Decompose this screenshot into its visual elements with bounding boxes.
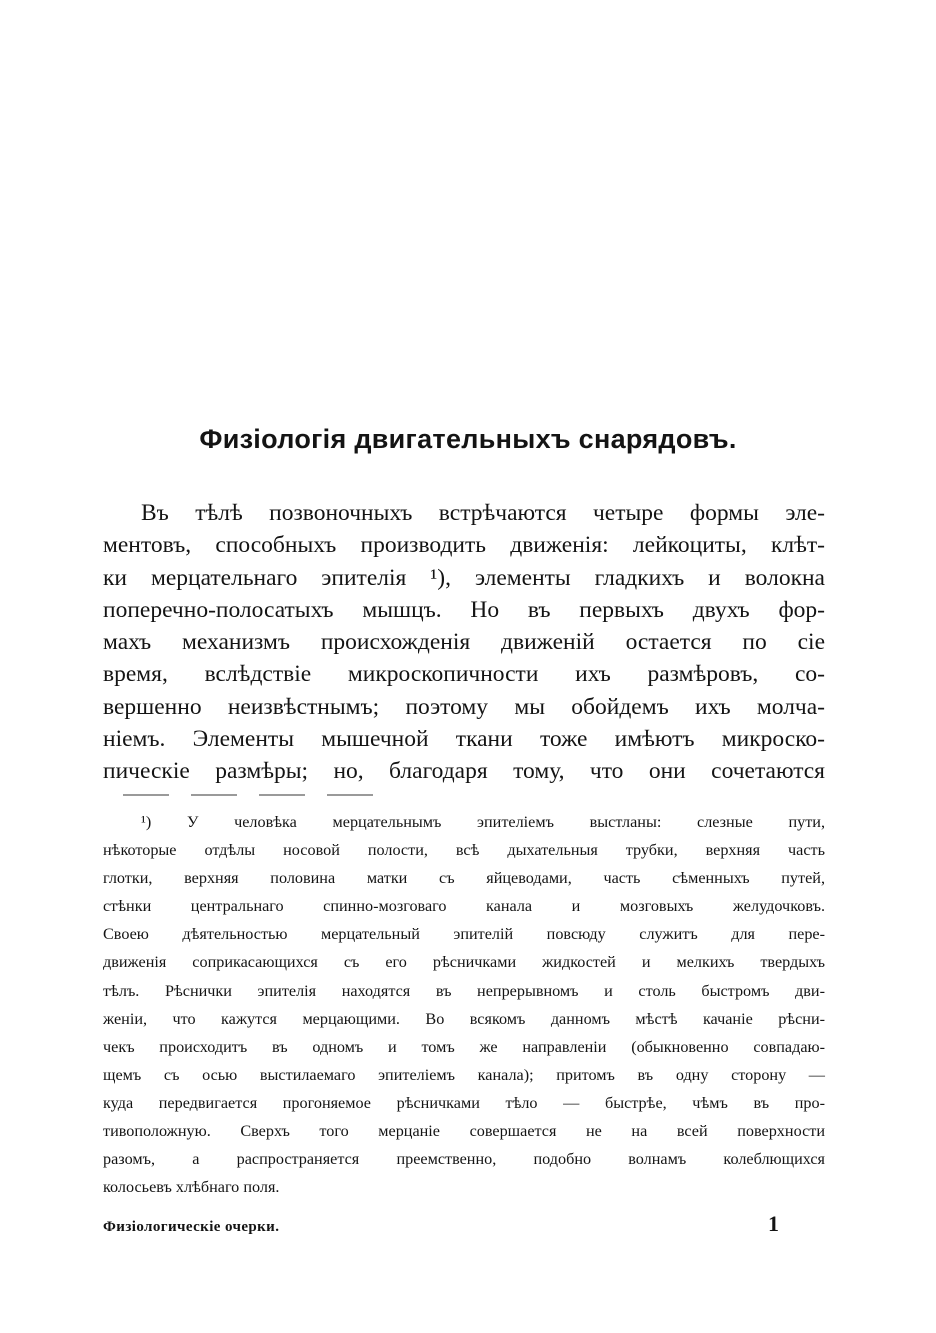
footnote-first-text: У человѣка мерцательнымъ эпителiемъ выстланы: слезные пути, [186,813,826,831]
footnote-line: щемъ съ осью выстилаемаго эпителiемъ канала); притомъ въ одну сторону — [103,1065,825,1084]
text-line: ки мерцательнаго эпителiя ¹), элементы гладкихъ и волокна [103,564,825,591]
text-line: время, вслѣдствiе микроскопичности ихъ размѣровъ, со- [103,661,825,688]
footnote [103,808,825,1201]
running-title: Физiологическiе очерки. [103,1219,280,1235]
footnote-line: тивоположную. Сверхъ того мерцанiе совершается не на всей поверхности [103,1122,825,1141]
text-line: нiемъ. Элементы мышечной ткани тоже имѣютъ микроско- [103,726,825,753]
footnote-line: нѣкоторые отдѣлы носовой полости, всѣ дыхательныя трубки, верхняя часть [103,841,825,860]
main-text [103,497,825,788]
text-line: Въ тѣлѣ позвоночныхъ встрѣчаются четыре формы эле- [141,500,825,526]
signature-mark: 1 [768,1211,779,1236]
text-line: пическiе размѣры; но, благодаря тому, что они сочетаются [103,758,825,785]
footnote-line: тѣлъ. Рѣснички эпителiя находятся въ непрерывномъ и столь быстромъ дви- [103,981,825,1000]
footnote-separator [123,794,373,796]
footnote-line: движенiя соприкасающихся съ его рѣсничками жидкостей и мелкихъ твердыхъ [103,953,825,972]
text-line: поперечно-полосатыхъ мышцъ. Но въ первыхъ двухъ фор- [103,596,825,623]
footnote-marker: ¹) [141,813,152,831]
footnote-line: женiи, что кажутся мерцающими. Во всякомъ данномъ мѣстѣ качанiе рѣсни- [103,1009,825,1028]
footnote-last-line: колосьевъ хлѣбнаго поля. [103,1178,280,1197]
footnote-line: Своею дѣятельностью мерцательный эпителiй повсюду служитъ для пере- [103,925,825,944]
footnote-line: глотки, верхняя половина матки съ яйцеводами, часть сѣменныхъ путей, [103,869,825,888]
footnote-line: куда передвигается прогоняемое рѣсничками тѣло — быстрѣе, чѣмъ въ про- [103,1093,825,1112]
footnote-line: чекъ происходитъ въ одномъ и томъ же направленiи (обыкновенно совпадаю- [103,1037,825,1056]
footnote-line: стѣнки центральнаго спинно-мозговаго канала и мозговыхъ желудочковъ. [103,897,825,916]
chapter-title: Физiологiя двигательныхъ снарядовъ. [199,424,737,454]
page-footer [103,1211,779,1237]
footnote-first-line [103,808,825,836]
text-line: вершенно неизвѣстнымъ; поэтому мы обойдемъ ихъ молча- [103,693,825,720]
text-line: махъ механизмъ происхожденiя движенiй остается по сiе [103,629,825,656]
text-line: ментовъ, способныхъ производить движенiя: лейкоциты, клѣт- [103,532,825,559]
footnote-line: разомъ, а распространяется преемственно, подобно волнамъ колеблющихся [103,1150,825,1169]
